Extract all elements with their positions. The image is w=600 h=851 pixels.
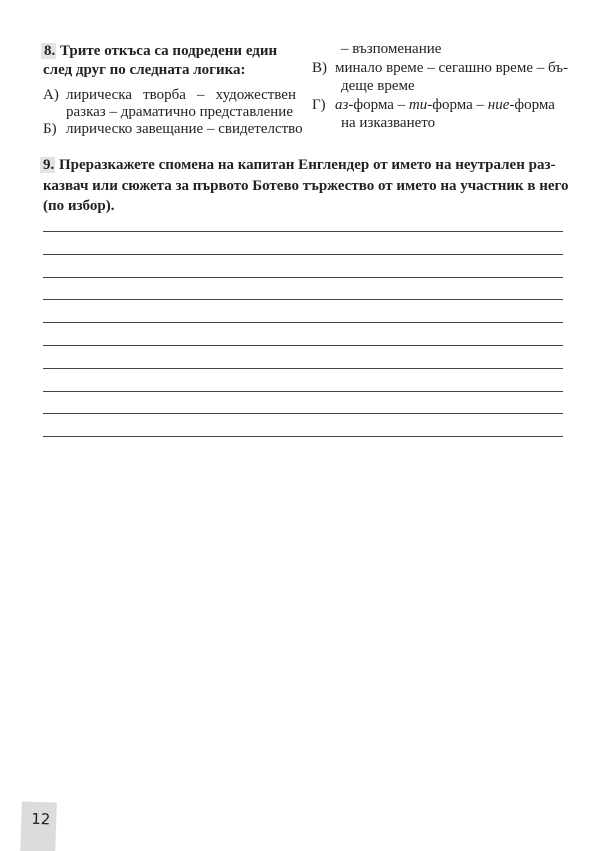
q8-option-g-label: Г)	[312, 97, 326, 113]
q8-text: Трите откъса са подредени един	[60, 43, 278, 59]
q8-option-a-line2: разказ – драматично представление	[66, 104, 293, 120]
q8-option-b-line2: – възпоменание	[341, 41, 442, 57]
g-az: аз	[335, 97, 349, 113]
answer-line[interactable]	[43, 299, 563, 300]
q8-option-v-label: В)	[312, 60, 327, 76]
answer-line[interactable]	[43, 436, 563, 437]
g-forma3: -форма	[509, 97, 555, 113]
q9-prompt-line3: (по избор).	[43, 198, 115, 214]
page-number-tab	[20, 801, 57, 851]
answer-line[interactable]	[43, 231, 563, 232]
q8-option-v-line2: деще време	[341, 78, 415, 94]
g-forma1: -форма –	[348, 97, 409, 113]
q9-prompt-line1	[40, 156, 555, 174]
q8-option-a-line1: лирическа творба – художествен	[66, 87, 296, 103]
q8-option-a-label: А)	[43, 87, 59, 103]
g-forma2: -форма –	[427, 97, 488, 113]
answer-line[interactable]	[43, 391, 563, 392]
q8-option-b-label: Б)	[43, 121, 57, 137]
answer-line[interactable]	[43, 277, 563, 278]
answer-line[interactable]	[43, 368, 563, 369]
q9-number: 9.	[40, 157, 55, 173]
answer-lines[interactable]	[43, 231, 563, 459]
page-number: 12	[31, 809, 51, 829]
q8-option-g-line2: на изказването	[341, 115, 436, 131]
q9-prompt-line2: казвач или сюжета за първото Ботево тържество от името на участник в него	[43, 178, 569, 194]
q8-prompt-line2: след друг по следната логика:	[43, 62, 246, 78]
q8-option-g-line1	[335, 96, 555, 114]
answer-line[interactable]	[43, 413, 563, 414]
g-ti: ти	[408, 97, 428, 113]
q8-option-v-line1: минало време – сегашно време – бъ-	[335, 60, 568, 76]
answer-line[interactable]	[43, 345, 563, 346]
q8-number: 8.	[41, 43, 56, 59]
q8-prompt-line1	[41, 42, 277, 60]
q8-option-b-line1: лирическо завещание – свидетелство	[66, 121, 303, 137]
answer-line[interactable]	[43, 254, 563, 255]
answer-line[interactable]	[43, 322, 563, 323]
q9-text: Преразкажете спомена на капитан Енглендер от името на неутрален раз-	[59, 157, 556, 173]
g-nie: ние	[487, 97, 510, 113]
